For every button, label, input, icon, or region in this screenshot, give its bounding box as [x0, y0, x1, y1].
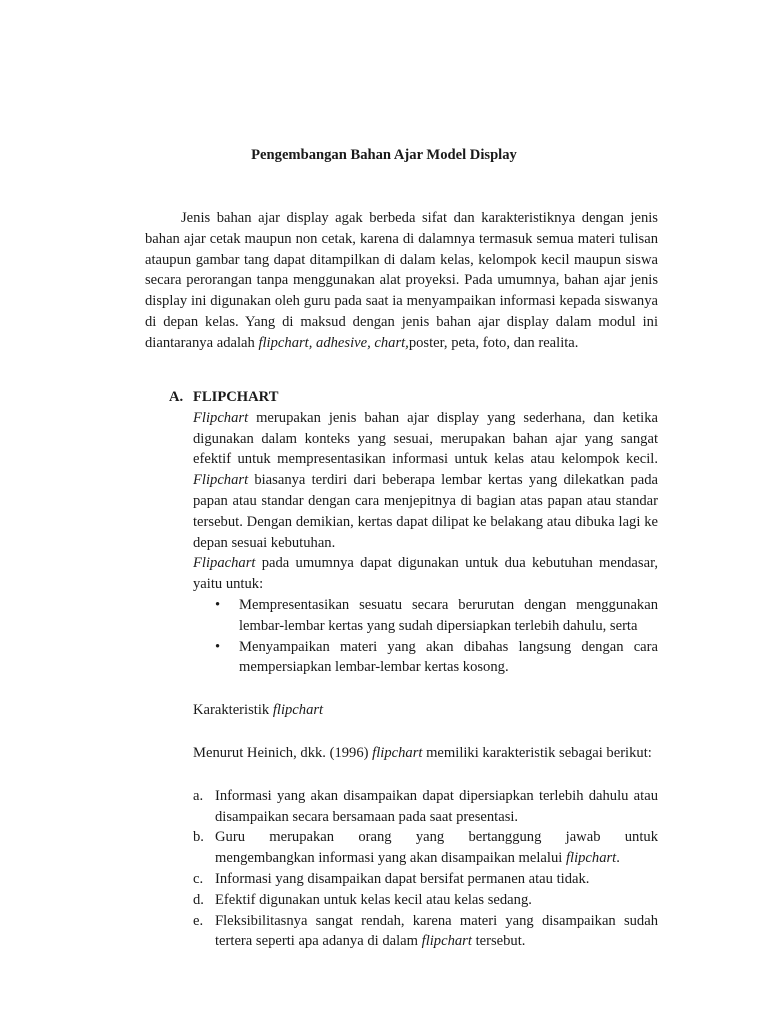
bullet-icon: • — [215, 596, 221, 613]
list-text-body: Fleksibilitasnya sangat rendah, karena materi yang disampaikan sudah tertera seperti apa adanya di dalam — [215, 912, 658, 950]
list-text-line: mengembangkan informasi yang akan disampaikan melalui — [215, 850, 566, 867]
list-item — [193, 890, 658, 911]
term-flipchart: Flipchart — [193, 409, 249, 426]
section-heading-text: FLIPCHART — [193, 389, 279, 405]
flipchart-definition-paragraph — [193, 408, 658, 554]
characteristics-list — [193, 786, 658, 952]
paragraph-text: biasanya terdiri dari beberapa lembar kertas yang dilekatkan pada papan atau standar dengan cara menjepitnya di bagian atas papan atau standar tersebut. Dengan demikian, kertas dapat dilipat ke belakang atau dibuka lagi ke depan sesuai kebutuhan. — [193, 472, 658, 551]
list-label: a. — [193, 787, 204, 804]
term-flipchart: flipchart — [565, 850, 617, 867]
bullet-text: Menyampaikan materi yang akan dibahas langsung dengan cara mempersiapkan lembar-lembar kertas kosong. — [239, 638, 658, 676]
document-title: Pengembangan Bahan Ajar Model Display — [251, 147, 517, 163]
bullet-icon: • — [215, 638, 221, 655]
karakteristik-heading — [193, 700, 658, 721]
list-text: Informasi yang akan disampaikan dapat dipersiapkan terlebih dahulu atau disampaikan secara bersamaan pada saat presentasi. — [215, 787, 658, 825]
section-body — [193, 408, 658, 952]
list-item — [215, 595, 658, 637]
list-text-end: tersebut. — [471, 933, 526, 950]
list-item — [193, 827, 658, 869]
paragraph-text: Menurut Heinich, dkk. (1996) — [193, 744, 373, 761]
section-flipchart — [169, 387, 658, 952]
list-label: e. — [193, 912, 204, 929]
list-item — [193, 786, 658, 828]
term-flipchart: Flipchart — [193, 472, 249, 489]
list-text — [215, 911, 658, 953]
usage-bullet-list — [193, 595, 658, 678]
heinich-paragraph — [193, 743, 658, 764]
list-text-line: Guru merupakan orang yang bertanggung jawab untuk — [215, 829, 658, 846]
list-text: Informasi yang disampaikan dapat bersifat permanen atau tidak. — [215, 870, 590, 887]
bullet-text: Mempresentasikan sesuatu secara berurutan dengan menggunakan lembar-lembar kertas yang sudah dipersiapkan terlebih dahulu, serta — [239, 596, 658, 634]
term-flipchart: flipchart — [272, 702, 324, 719]
list-label: b. — [193, 829, 204, 846]
list-text — [215, 827, 658, 869]
list-item — [215, 637, 658, 679]
list-label: d. — [193, 891, 204, 908]
list-text-end: . — [616, 850, 620, 867]
list-item — [193, 869, 658, 890]
intro-text: Jenis bahan ajar display agak berbeda sifat dan karakteristiknya dengan jenis bahan ajar cetak maupun non cetak, karena di dalamnya termasuk semua materi tulisan ataupun gambar tang dapat ditampilkan di dalam kelas, kelompok kecil maupun siswa secara perorangan tanpa menggunakan alat proyeksi. Pada umumnya, bahan ajar jenis display ini digunakan oleh guru pada saat ia menyampaikan informasi kepada siswanya di depan kelas. Yang di maksud dengan jenis bahan ajar display dalam modul ini diantaranya adalah — [145, 210, 658, 351]
section-letter: A. — [169, 389, 184, 405]
section-heading — [169, 387, 658, 408]
paragraph-text: merupakan jenis bahan ajar display yang sederhana, dan ketika digunakan dalam konteks yang sesuai, merupakan bahan ajar yang sangat efektif untuk mempresentasikan informasi untuk kelas atau kelompok kecil. — [193, 409, 658, 468]
intro-italic-terms: flipchart, adhesive, chart, — [258, 334, 409, 351]
paragraph-text: pada umumnya dapat digunakan untuk dua kebutuhan mendasar, yaitu untuk: — [193, 555, 658, 593]
term-flipchart: flipchart — [421, 933, 472, 950]
intro-text-end: poster, peta, foto, dan realita. — [408, 334, 579, 351]
paragraph-text: memiliki karakteristik sebagai berikut: — [422, 744, 652, 761]
intro-paragraph — [145, 208, 658, 354]
paragraph-text: Karakteristik — [193, 702, 273, 719]
list-label: c. — [193, 870, 204, 887]
term-flipachart: Flipachart — [193, 555, 256, 572]
list-item — [193, 911, 658, 953]
flipchart-usage-paragraph — [193, 553, 658, 595]
list-text: Efektif digunakan untuk kelas kecil atau kelas sedang. — [215, 891, 532, 908]
term-flipchart: flipchart — [372, 744, 423, 761]
